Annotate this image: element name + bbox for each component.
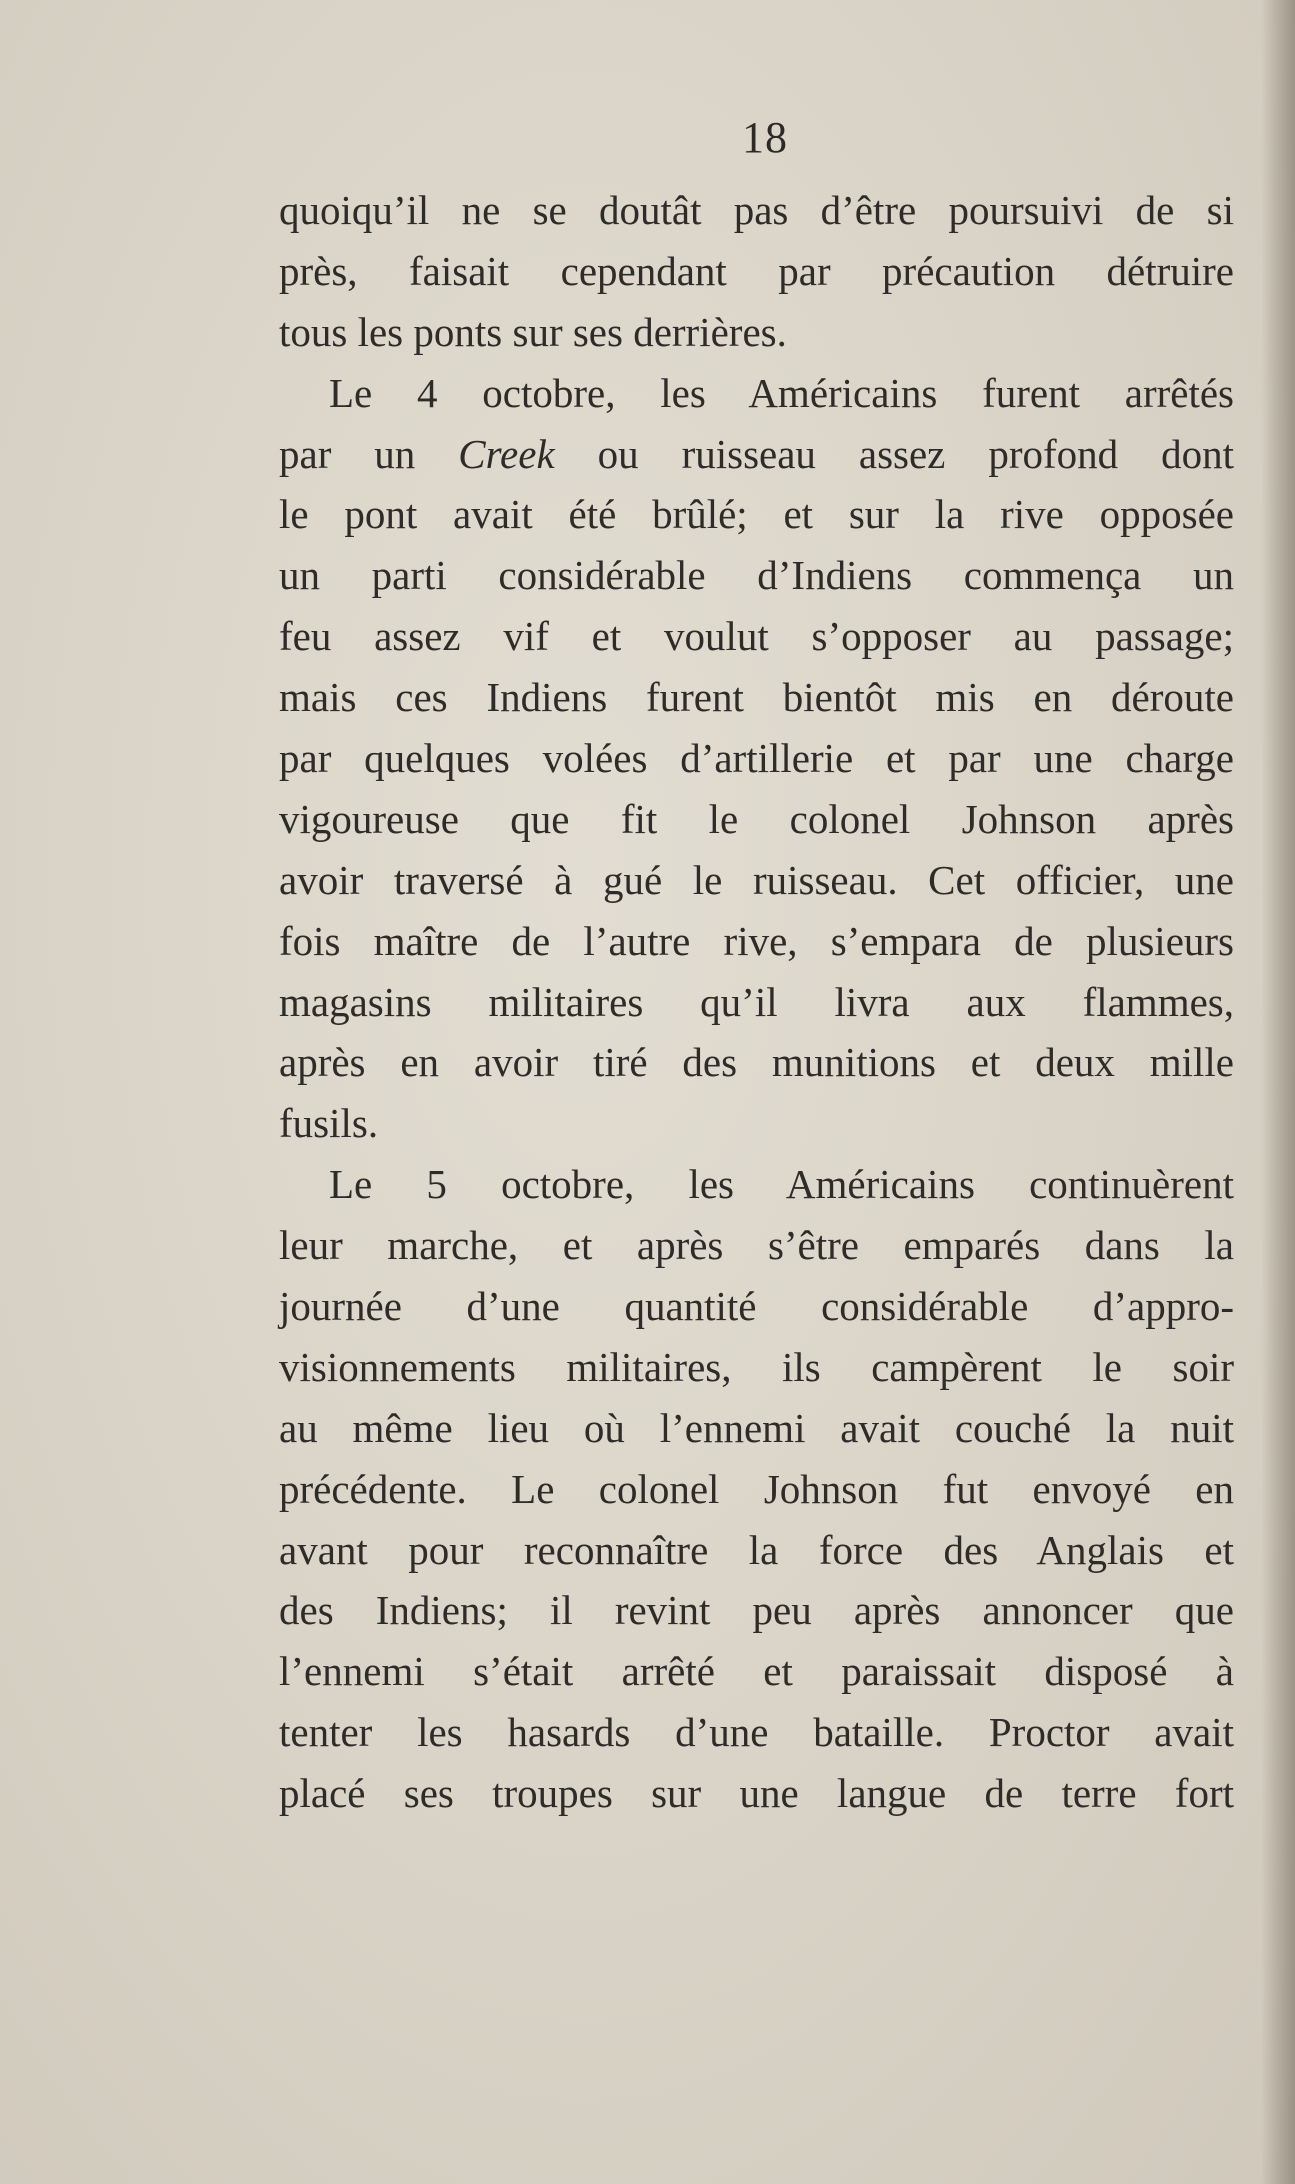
text-line (279, 1154, 1234, 1215)
text-line (279, 484, 1234, 545)
text-line (279, 1398, 1234, 1459)
text-line (279, 728, 1234, 789)
text-segment: vigoureuse que fit le colonel Johnson après (279, 795, 1234, 842)
text-segment: le pont avait été brûlé; et sur la rive opposée (279, 491, 1234, 538)
text-segment: après en avoir tiré des munitions et deux mille (279, 1039, 1234, 1086)
page-edge-shadow (1261, 0, 1295, 2184)
text-line (279, 241, 1234, 302)
text-segment: par un (279, 430, 459, 477)
text-segment: ou ruisseau assez profond dont (554, 430, 1234, 477)
text-line (279, 363, 1234, 424)
text-line (279, 1702, 1234, 1763)
text-segment: près, faisait cependant par précaution détruire (279, 247, 1234, 294)
text-line (279, 1763, 1234, 1824)
text-segment: feu assez vif et voulut s’opposer au passage; (279, 613, 1234, 660)
body-text (279, 180, 1234, 1824)
page-number: 18 (742, 113, 788, 162)
text-segment: fois maître de l’autre rive, s’empara de plusieurs (279, 917, 1234, 964)
text-line (279, 667, 1234, 728)
text-segment: au même lieu où l’ennemi avait couché la nuit (279, 1404, 1234, 1451)
text-segment: Le 4 octobre, les Américains furent arrêtés (329, 369, 1234, 416)
text-line (279, 424, 1234, 485)
text-line (279, 1580, 1234, 1641)
text-segment: visionnements militaires, ils campèrent le soir (279, 1343, 1234, 1390)
text-segment: tenter les hasards d’une bataille. Proctor avait (279, 1709, 1234, 1756)
text-segment: journée d’une quantité considérable d’appro- (279, 1283, 1234, 1330)
text-segment: par quelques volées d’artillerie et par une charge (279, 735, 1234, 782)
text-line (279, 789, 1234, 850)
text-segment: avant pour reconnaître la force des Anglais et (279, 1526, 1234, 1573)
text-line (279, 911, 1234, 972)
text-line (279, 1337, 1234, 1398)
text-segment: des Indiens; il revint peu après annoncer que (279, 1587, 1234, 1634)
text-segment: leur marche, et après s’être emparés dans la (279, 1222, 1234, 1269)
text-segment: un parti considérable d’Indiens commença un (279, 552, 1234, 599)
text-segment: l’ennemi s’était arrêté et paraissait disposé à (279, 1648, 1234, 1695)
text-segment: avoir traversé à gué le ruisseau. Cet officier, une (279, 856, 1234, 903)
text-segment: magasins militaires qu’il livra aux flammes, (279, 978, 1234, 1025)
text-segment: quoiqu’il ne se doutât pas d’être poursuivi de si (279, 187, 1234, 233)
text-line (279, 1459, 1234, 1520)
italic-word: Creek (458, 430, 555, 477)
text-line (279, 302, 1234, 363)
text-line (279, 1276, 1234, 1337)
text-line (279, 1215, 1234, 1276)
text-line (279, 850, 1234, 911)
text-line (279, 606, 1234, 667)
text-line (279, 1641, 1234, 1702)
text-segment: fusils. (279, 1100, 379, 1147)
text-line (279, 972, 1234, 1033)
text-segment: placé ses troupes sur une langue de terre fort (279, 1770, 1234, 1817)
text-segment: tous les ponts sur ses derrières. (279, 308, 787, 355)
text-line (279, 1093, 1234, 1154)
text-segment: précédente. Le colonel Johnson fut envoyé en (279, 1465, 1234, 1512)
text-line (279, 180, 1234, 241)
text-segment: mais ces Indiens furent bientôt mis en déroute (279, 674, 1234, 721)
text-line (279, 545, 1234, 606)
text-line (279, 1032, 1234, 1093)
text-segment: Le 5 octobre, les Américains continuèrent (329, 1161, 1234, 1208)
text-line (279, 1520, 1234, 1581)
